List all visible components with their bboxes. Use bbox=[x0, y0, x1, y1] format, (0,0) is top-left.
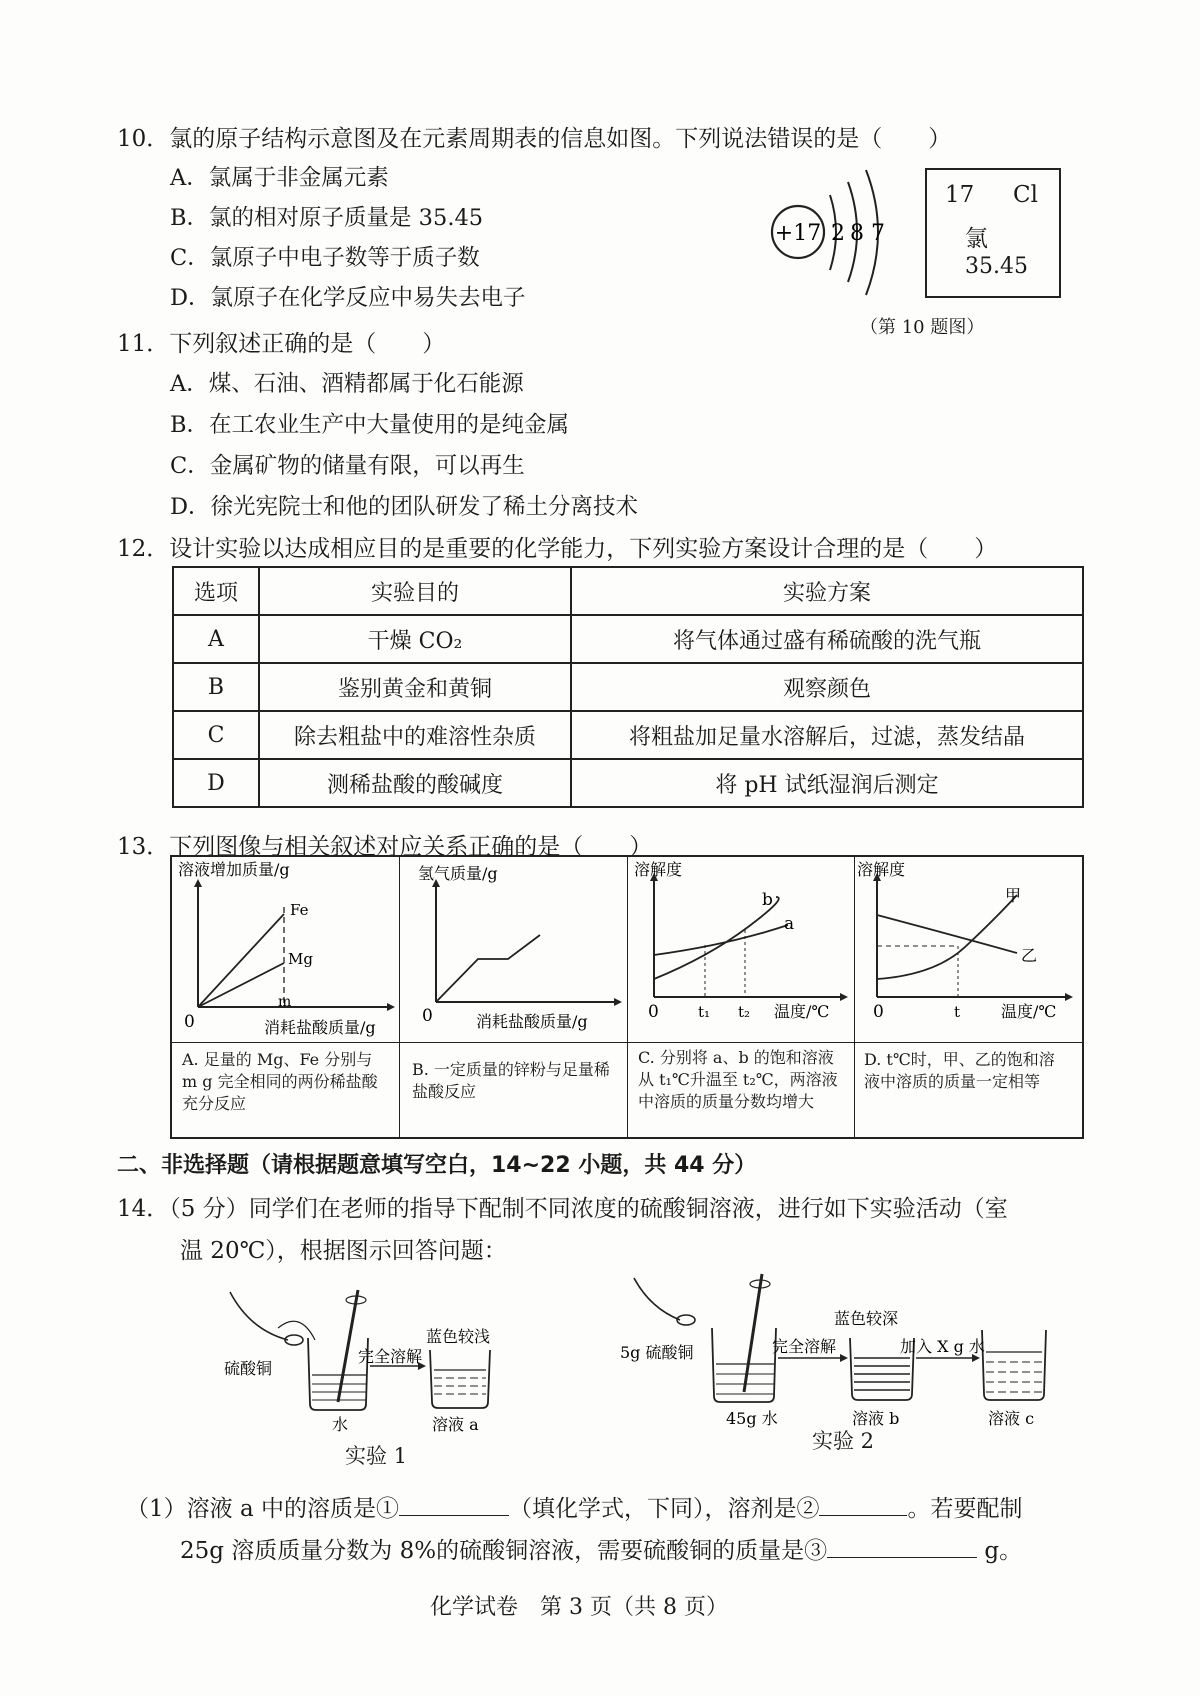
svg-text:溶液 a: 溶液 a bbox=[432, 1415, 479, 1434]
q11-option-a: A．煤、石油、酒精都属于化石能源 bbox=[170, 371, 524, 397]
svg-text:t₂: t₂ bbox=[738, 1003, 751, 1021]
header-cell: 实验目的 bbox=[259, 567, 571, 615]
q11-stem: 11．下列叙述正确的是（ ） bbox=[117, 331, 446, 357]
svg-text:甲: 甲 bbox=[1005, 886, 1022, 905]
q10-option-a: A．氯属于非金属元素 bbox=[170, 165, 389, 191]
sub1-text-a: （1）溶液 a 中的溶质是① bbox=[126, 1496, 399, 1522]
experiment-2-diagram bbox=[620, 1268, 1060, 1438]
spoon-icon bbox=[230, 1292, 288, 1340]
sub1-text-b: （填化学式，下同），溶剂是② bbox=[508, 1496, 820, 1522]
q12-table bbox=[172, 566, 1084, 808]
element-name: 氯 bbox=[965, 226, 988, 252]
graph-b-caption: B. 一定质量的锌粉与足量稀盐酸反应 bbox=[412, 1060, 610, 1101]
svg-text:溶液 c: 溶液 c bbox=[988, 1409, 1035, 1428]
graph-d bbox=[855, 857, 1082, 1042]
graph-a bbox=[172, 857, 399, 1042]
table-row: D 测稀盐酸的酸碱度 将 pH 试纸湿润后测定 bbox=[173, 759, 1083, 807]
curve-b bbox=[654, 897, 779, 979]
sub1-text-c: 。若要配制 bbox=[907, 1496, 1023, 1522]
svg-text:蓝色较深: 蓝色较深 bbox=[834, 1309, 899, 1328]
svg-text:加入 X g 水: 加入 X g 水 bbox=[900, 1337, 985, 1356]
sub2-text-a: 25g 溶质质量分数为 8%的硫酸铜溶液，需要硫酸铜的质量是③ bbox=[180, 1538, 828, 1564]
spoon-icon bbox=[634, 1278, 680, 1320]
arrow-icon bbox=[840, 1354, 848, 1362]
nucleus-charge: +17 bbox=[774, 221, 822, 246]
header-cell: 实验方案 bbox=[571, 567, 1083, 615]
svg-text:消耗盐酸质量/g: 消耗盐酸质量/g bbox=[476, 1012, 588, 1031]
curve-a bbox=[654, 925, 788, 955]
q11-option-d: D．徐光宪院士和他的团队研发了稀土分离技术 bbox=[170, 494, 639, 520]
experiment-2-title: 实验 2 bbox=[812, 1429, 875, 1453]
experiment-1-title: 实验 1 bbox=[345, 1444, 408, 1468]
beaker-icon bbox=[982, 1330, 1046, 1400]
shell-electrons-3: 7 bbox=[871, 221, 885, 246]
beaker-icon bbox=[430, 1350, 490, 1408]
q13-stem: 13．下列图像与相关叙述对应关系正确的是（ ） bbox=[117, 834, 653, 860]
table-row: B 鉴别黄金和黄铜 观察颜色 bbox=[173, 663, 1083, 711]
svg-text:t₁: t₁ bbox=[698, 1003, 711, 1021]
q14-sub1-line1 bbox=[126, 1490, 1022, 1523]
q10-stem: 10．氯的原子结构示意图及在元素周期表的信息如图。下列说法错误的是（ ） bbox=[117, 126, 952, 152]
q10-option-d: D．氯原子在化学反应中易失去电子 bbox=[170, 285, 526, 311]
mg-line bbox=[198, 963, 284, 1007]
svg-text:温度/℃: 温度/℃ bbox=[774, 1002, 830, 1021]
q14-line1: 14．（5 分）同学们在老师的指导下配制不同浓度的硫酸铜溶液，进行如下实验活动（室 bbox=[117, 1196, 1008, 1222]
svg-text:b: b bbox=[762, 890, 773, 910]
q11-option-c: C．金属矿物的储量有限，可以再生 bbox=[170, 453, 525, 479]
svg-text:Mg: Mg bbox=[288, 950, 313, 968]
svg-text:45g 水: 45g 水 bbox=[726, 1409, 778, 1428]
svg-text:0: 0 bbox=[184, 1012, 195, 1032]
q10-figure-caption: （第 10 题图） bbox=[860, 317, 985, 338]
q11-option-b: B．在工农业生产中大量使用的是纯金属 bbox=[170, 412, 570, 438]
q14-sub1-line2 bbox=[180, 1532, 1022, 1565]
stir-rod-icon bbox=[338, 1290, 358, 1402]
graph-d-caption: D. t℃时，甲、乙的饱和溶液中溶质的质量一定相等 bbox=[864, 1050, 1055, 1091]
hydrogen-line bbox=[436, 935, 540, 1002]
atom-structure-diagram bbox=[760, 160, 910, 310]
element-card bbox=[925, 168, 1061, 298]
q13-graph-grid bbox=[170, 855, 1084, 1139]
curve-jia bbox=[877, 895, 1017, 979]
table-header-row bbox=[173, 567, 1083, 615]
svg-text:溶解度: 溶解度 bbox=[857, 860, 906, 879]
graph-c bbox=[628, 857, 855, 1042]
svg-text:5g 硫酸铜: 5g 硫酸铜 bbox=[620, 1343, 694, 1362]
graph-c-caption: C. 分别将 a、b 的饱和溶液从 t₁℃升温至 t₂℃，两溶液中溶质的质量分数均增大 bbox=[638, 1048, 838, 1111]
svg-text:消耗盐酸质量/g: 消耗盐酸质量/g bbox=[264, 1018, 376, 1037]
answer-blank-3[interactable] bbox=[827, 1557, 977, 1558]
svg-text:溶液 b: 溶液 b bbox=[852, 1409, 900, 1428]
svg-text:乙: 乙 bbox=[1021, 946, 1038, 965]
experiment-1-diagram bbox=[220, 1280, 540, 1460]
curve-yi bbox=[877, 915, 1017, 953]
q12-stem: 12．设计实验以达成相应目的是重要的化学能力，下列实验方案设计合理的是（ ） bbox=[117, 536, 998, 562]
element-mass: 35.45 bbox=[965, 254, 1028, 279]
svg-text:温度/℃: 温度/℃ bbox=[1001, 1002, 1057, 1021]
svg-text:0: 0 bbox=[873, 1002, 884, 1022]
svg-text:氢气质量/g: 氢气质量/g bbox=[418, 864, 498, 883]
svg-text:0: 0 bbox=[422, 1006, 433, 1026]
table-row: A 干燥 CO₂ 将气体通过盛有稀硫酸的洗气瓶 bbox=[173, 615, 1083, 663]
q10-option-b: B．氯的相对原子质量是 35.45 bbox=[170, 205, 484, 231]
answer-blank-1[interactable] bbox=[399, 1515, 509, 1516]
svg-text:溶液增加质量/g: 溶液增加质量/g bbox=[178, 860, 290, 879]
sub2-text-b: g。 bbox=[984, 1538, 1023, 1564]
svg-text:t: t bbox=[954, 1003, 961, 1021]
shell-electrons-1: 2 bbox=[831, 221, 845, 246]
q10-option-c: C．氯原子中电子数等于质子数 bbox=[170, 245, 480, 271]
section2-heading: 二、非选择题（请根据题意填写空白，14~22 小题，共 44 分） bbox=[117, 1153, 757, 1178]
svg-text:Fe: Fe bbox=[290, 901, 309, 919]
table-row: C 除去粗盐中的难溶性杂质 将粗盐加足量水溶解后，过滤，蒸发结晶 bbox=[173, 711, 1083, 759]
svg-text:完全溶解: 完全溶解 bbox=[358, 1347, 423, 1366]
page-footer: 化学试卷 第 3 页（共 8 页） bbox=[430, 1595, 728, 1620]
svg-text:a: a bbox=[784, 914, 795, 934]
shell-electrons-2: 8 bbox=[850, 221, 864, 246]
svg-text:溶解度: 溶解度 bbox=[634, 860, 683, 879]
fe-line bbox=[198, 914, 284, 1007]
header-cell: 选项 bbox=[173, 567, 259, 615]
graph-a-caption: A. 足量的 Mg、Fe 分别与 m g 完全相同的两份稀盐酸充分反应 bbox=[182, 1050, 378, 1113]
svg-text:水: 水 bbox=[332, 1415, 349, 1434]
svg-text:硫酸铜: 硫酸铜 bbox=[224, 1359, 273, 1378]
svg-text:m: m bbox=[278, 994, 292, 1010]
q14-line2: 温 20℃），根据图示回答问题： bbox=[180, 1238, 507, 1264]
element-number: 17 bbox=[945, 182, 975, 208]
answer-blank-2[interactable] bbox=[819, 1515, 907, 1516]
graph-b bbox=[400, 857, 627, 1042]
svg-text:蓝色较浅: 蓝色较浅 bbox=[426, 1327, 491, 1346]
element-symbol: Cl bbox=[1013, 182, 1038, 208]
svg-text:0: 0 bbox=[648, 1002, 659, 1022]
svg-text:完全溶解: 完全溶解 bbox=[772, 1337, 837, 1356]
